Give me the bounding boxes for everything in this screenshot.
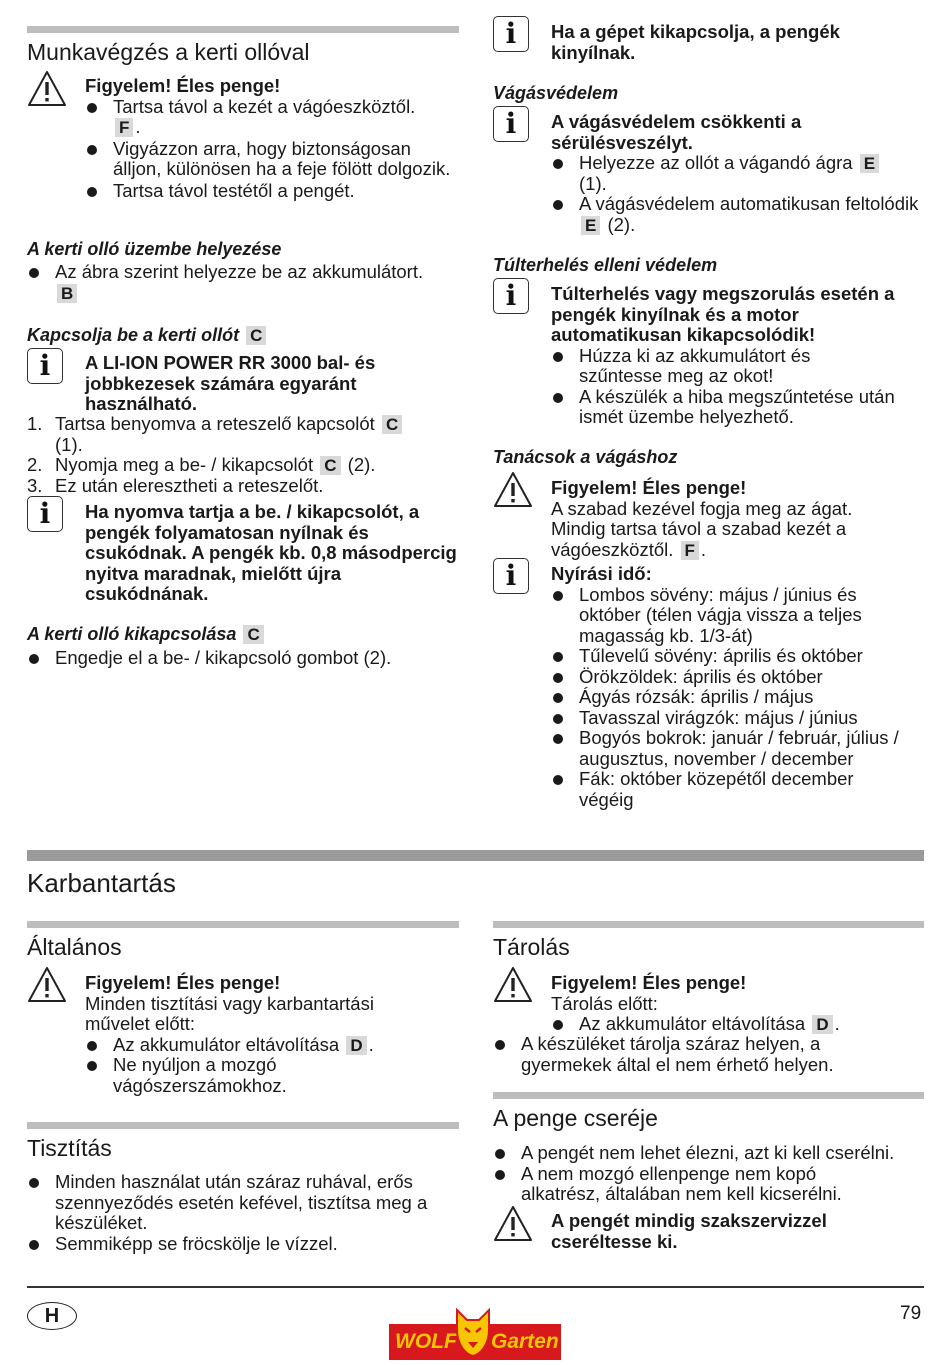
info-text: A LI-ION POWER RR 3000 bal- és jobbkezesek számára egyaránt használható. (85, 352, 376, 414)
warning-triangle-icon (27, 966, 67, 1006)
list-item: Örökzöldek: április és október (551, 667, 924, 688)
general-warning-block (85, 973, 415, 1096)
list-item: Tartsa távol testétől a pengét. (85, 181, 460, 202)
warning-title: Figyelem! Éles penge! (551, 972, 747, 993)
section-title: Tárolás (493, 934, 570, 960)
list-item: Vigyázzon arra, hogy biztonságosan álljon, különösen ha a feje fölött dolgozik. (85, 139, 460, 180)
list-item: Minden használat után száraz ruhával, erős szennyeződés esetén kefével, tisztítsa meg a készüléket. (27, 1172, 459, 1234)
section-bar (27, 1122, 459, 1129)
startup-block (27, 262, 459, 303)
info-icon: i (27, 496, 67, 536)
warning-title: Figyelem! Éles penge! (85, 972, 281, 993)
figure-ref: C (246, 326, 266, 345)
switch-off-block (27, 648, 459, 669)
list-item: Lombos sövény: május / június és október (télen vágja vissza a teljes magasság kb. 1/3-át) (551, 585, 891, 647)
warning-triangle-icon (493, 471, 533, 511)
list-item: Az akkumulátor eltávolítása D . (85, 1035, 415, 1056)
subsection-title: Kapcsolja be a kerti ollót C (27, 325, 268, 345)
figure-ref: E (860, 154, 879, 173)
warning-block (85, 76, 460, 201)
list-item: Ágyás rózsák: április / május (551, 687, 924, 708)
section-bar (27, 921, 459, 928)
list-item: Helyezze az ollót a vágandó ágra E (1). (551, 153, 924, 194)
warning-triangle-icon (493, 1205, 533, 1245)
list-item: 1. Tartsa benyomva a reteszelő kapcsolót C (1). (27, 414, 459, 455)
subsection-title: Vágásvédelem (493, 83, 619, 103)
cut-protect-block (551, 112, 924, 235)
list-item: Az akkumulátor eltávolítása D . (551, 1014, 924, 1035)
section-bar (493, 921, 924, 928)
cleaning-block (27, 1172, 459, 1254)
list-item: Fák: október közepétől december végéig (551, 769, 891, 810)
logo-left-text: WOLF (395, 1330, 457, 1353)
tips-warning-block: Figyelem! Éles penge! A szabad kezével fogja meg az ágat. Mindig tartsa távol a szabad kezét a vágóeszköztől. F . (551, 478, 891, 560)
subsection-title: A kerti olló kikapcsolása C (27, 624, 266, 644)
page-number: 79 (900, 1303, 922, 1324)
section-title: Munkavégzés a kerti ollóval (27, 39, 310, 65)
figure-ref: C (320, 456, 340, 475)
section-title: Általános (27, 934, 122, 960)
list-item: 2. Nyomja meg a be- / kikapcsolót C (2). (27, 454, 376, 475)
list-item: Engedje el a be- / kikapcsoló gombot (2). (27, 648, 459, 669)
info-icon: i (493, 558, 533, 598)
list-item: A vágásvédelem automatikusan feltolódik E (2). (551, 194, 924, 235)
warning-title: Figyelem! Éles penge! (551, 477, 747, 498)
section-title: A penge cseréje (493, 1105, 658, 1131)
list-item: 3. Ez után eleresztheti a reteszelőt. (27, 474, 324, 496)
info-icon: i (493, 16, 533, 56)
info-text: A vágásvédelem csökkenti a sérülésveszélyt. (551, 111, 802, 153)
warning-triangle-icon (27, 70, 67, 110)
warning-triangle-icon (493, 966, 533, 1006)
figure-ref: E (581, 216, 600, 235)
info-text: Túlterhelés vagy megszorulás esetén a pengék kinyílnak és a motor automatikusan kikapcsolódik! (551, 283, 895, 345)
subsection-title: Túlterhelés elleni védelem (493, 255, 718, 275)
list-item: Ne nyúljon a mozgó vágószerszámokhoz. (85, 1055, 335, 1096)
blade-block (493, 1143, 924, 1205)
list-item: Tűlevelű sövény: április és október (551, 646, 924, 667)
list-item: Bogyós bokrok: január / február, július / augusztus, november / december (551, 728, 923, 769)
cut-time-block (551, 564, 924, 810)
list-item: Semmiképp se fröcskölje le vízzel. (27, 1234, 459, 1255)
subsection-title: Tanácsok a vágáshoz (493, 447, 678, 467)
figure-ref: C (243, 625, 263, 644)
figure-ref: C (382, 415, 402, 434)
section-bar (493, 1092, 924, 1099)
figure-ref: B (57, 284, 77, 303)
info-text: Ha nyomva tartja a be. / kikapcsolót, a pengék folyamatosan nyílnak és csukódnak. A pengék kb. 0,8 másodpercig nyitva maradnak, mielőtt újra csukódnának. (85, 501, 457, 604)
list-item: Az ábra szerint helyezze be az akkumulátort. B (27, 262, 459, 303)
info-text: Ha a gépet kikapcsolja, a pengék kinyílnak. (551, 21, 840, 63)
warning-title: Figyelem! Éles penge! (85, 75, 281, 96)
list-item: Tavasszal virágzók: május / június (551, 708, 924, 729)
figure-ref: F (681, 541, 699, 560)
wolf-head-icon (453, 1306, 493, 1358)
figure-ref: F (115, 118, 133, 137)
info-icon: i (27, 348, 67, 388)
page-section-title: Karbantartás (27, 868, 176, 898)
list-item: Tartsa távol a kezét a vágóeszköztől. F . (85, 97, 460, 138)
section-bar (27, 850, 924, 861)
info-icon: i (493, 278, 533, 318)
list-item: A pengét nem lehet élezni, azt ki kell cserélni. (493, 1143, 924, 1164)
subsection-title: A kerti olló üzembe helyezése (27, 239, 282, 259)
overload-block (551, 284, 924, 428)
warning-text: A pengét mindig szakszervizzel cseréltesse ki. (551, 1210, 827, 1252)
language-badge: H (27, 1302, 77, 1330)
logo-right-text: Garten (491, 1330, 559, 1353)
warning-text: Minden tisztítási vagy karbantartási művelet előtt: (85, 992, 374, 1034)
warning-text: Tárolás előtt: (551, 992, 658, 1014)
list-item: A készüléket tárolja száraz helyen, a gyermekek által el nem érhető helyen. (493, 1034, 873, 1075)
section-title: Tisztítás (27, 1135, 112, 1161)
storage-block (493, 1034, 873, 1075)
info-title: Nyírási idő: (551, 563, 652, 584)
section-bar (27, 26, 459, 33)
brand-logo (389, 1306, 561, 1360)
storage-warning-block (551, 973, 924, 1035)
list-item: A nem mozgó ellenpenge nem kopó alkatrész, általában nem kell kicserélni. (493, 1164, 883, 1205)
list-item: A készülék a hiba megszűntetése után ismét üzembe helyezhető. (551, 387, 924, 428)
list-item: Húzza ki az akkumulátort és szűntesse meg az okot! (551, 346, 851, 387)
info-icon: i (493, 106, 533, 146)
figure-ref: D (812, 1015, 832, 1034)
footer-rule (27, 1286, 924, 1288)
figure-ref: D (346, 1036, 366, 1055)
steps-list (27, 414, 459, 496)
